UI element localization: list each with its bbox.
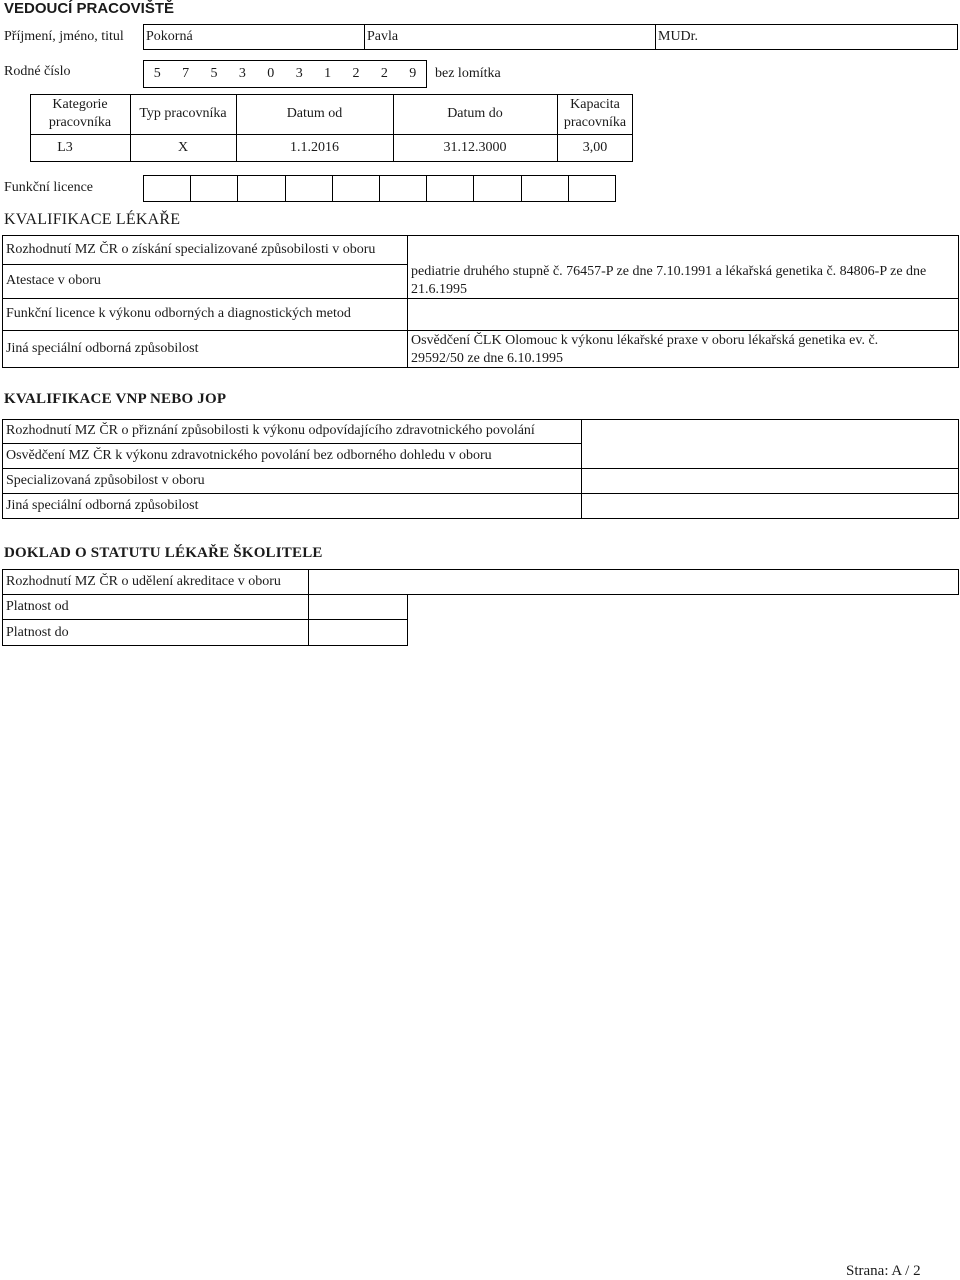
birth-number-digit: 5: [210, 66, 218, 81]
doctor-row-attestation: Atestace v oboru: [6, 273, 101, 288]
other-qualification-value: Osvědčení ČLK Olomouc k výkonu lékařské praxe v oboru lékařská genetika ev. č. 29592/50 ze dne 6.10.1995: [411, 333, 879, 366]
surname-field: Pokorná: [146, 29, 193, 44]
birth-number-digit: 0: [267, 66, 275, 81]
name-label: Příjmení, jméno, titul: [4, 29, 124, 44]
doctor-row-decision: Rozhodnutí MZ ČR o získání specializované způsobilosti v oboru: [6, 241, 376, 257]
col-header-capacity: Kapacita pracovníka: [563, 97, 627, 130]
cell-capacity: 3,00: [582, 140, 608, 155]
col-header-date-to: Datum do: [447, 106, 503, 121]
col-header-date-from: Datum od: [286, 106, 343, 121]
trainer-row-accreditation: Rozhodnutí MZ ČR o udělení akreditace v oboru: [6, 573, 281, 589]
doctor-row-functional-license: Funkční licence k výkonu odborných a diagnostických metod: [6, 306, 351, 321]
birth-number-digit: 3: [295, 66, 303, 81]
birth-number-label: Rodné číslo: [4, 64, 71, 79]
birth-number-digit: 1: [324, 66, 332, 81]
birth-number-digit: 2: [352, 66, 360, 81]
vnp-row-other: Jiná speciální odborná způsobilost: [6, 498, 199, 513]
title-degree-field: MUDr.: [658, 29, 699, 44]
section-title-doctor-qualification: KVALIFIKACE LÉKAŘE: [4, 211, 181, 228]
first-name-field: Pavla: [367, 29, 399, 44]
birth-number-digit: 5: [153, 66, 161, 81]
name-row: [143, 24, 958, 50]
attestation-value: pediatrie druhého stupně č. 76457-P ze dne 7.10.1991 a lékařská genetika č. 84806-P ze dne 21.6.1995: [411, 264, 927, 297]
vnp-row-certificate: Osvědčení MZ ČR k výkonu zdravotnického povolání bez odborného dohledu v oboru: [6, 447, 492, 463]
trainer-row-valid-to: Platnost do: [6, 624, 69, 640]
functional-license-label: Funkční licence: [4, 180, 94, 195]
page-number: Strana: A / 2: [846, 1263, 921, 1279]
section-title-vnp-qualification: KVALIFIKACE VNP NEBO JOP: [4, 391, 227, 407]
birth-number-note: bez lomítka: [435, 66, 501, 81]
section-title-trainer-status: DOKLAD O STATUTU LÉKAŘE ŠKOLITELE: [4, 545, 323, 561]
trainer-row-valid-from: Platnost od: [6, 598, 69, 614]
col-header-category: Kategorie pracovníka: [48, 97, 112, 130]
doctor-row-other: Jiná speciální odborná způsobilost: [6, 341, 199, 356]
vnp-row-specialization: Specializovaná způsobilost v oboru: [6, 472, 205, 488]
birth-number-digit: 9: [409, 66, 417, 81]
vnp-row-decision: Rozhodnutí MZ ČR o přiznání způsobilosti k výkonu odpovídajícího zdravotnického povolání: [6, 423, 535, 438]
col-header-type: Typ pracovníka: [139, 106, 227, 121]
cell-category: L3: [57, 140, 73, 155]
birth-number-digit: 7: [182, 66, 190, 81]
birth-number-digit: 3: [238, 66, 246, 81]
cell-type: X: [177, 140, 189, 155]
cell-date-from: 1.1.2016: [290, 140, 339, 155]
cell-date-to: 31.12.3000: [443, 140, 507, 155]
birth-number-digit: 2: [380, 66, 388, 81]
section-title-workplace: VEDOUCÍ PRACOVIŠTĚ: [4, 0, 175, 17]
